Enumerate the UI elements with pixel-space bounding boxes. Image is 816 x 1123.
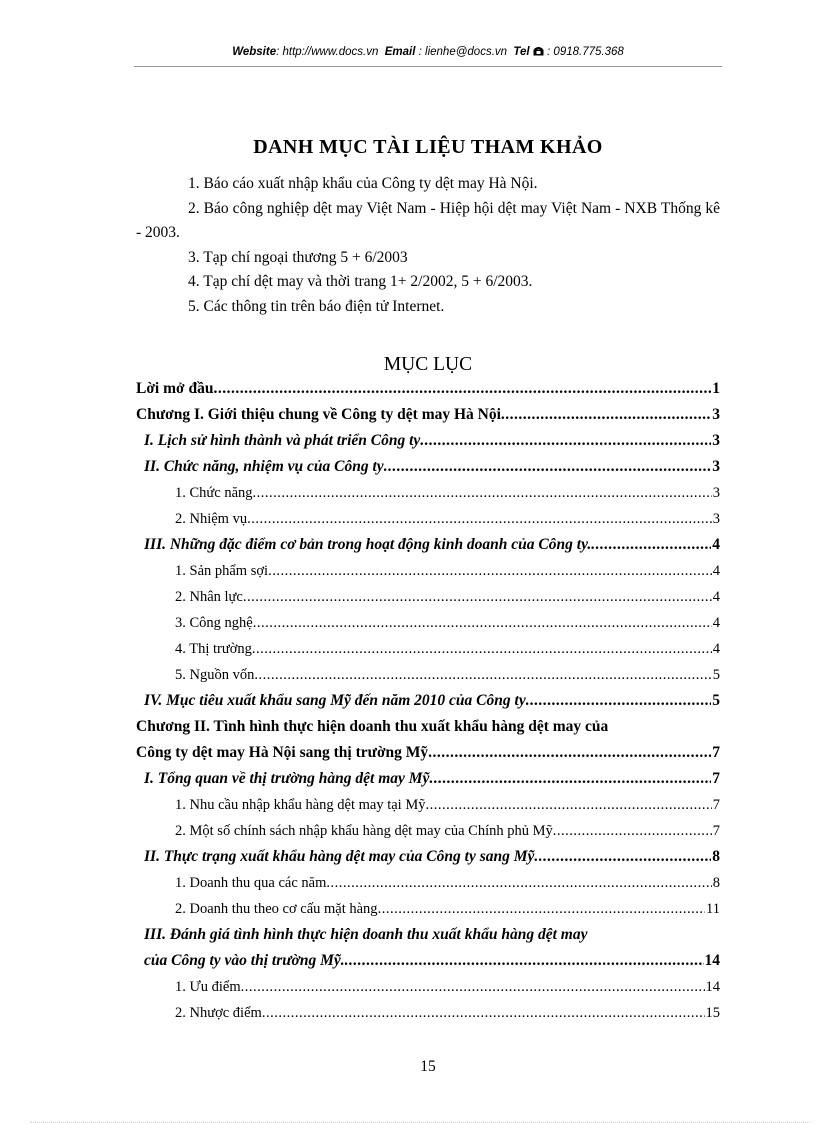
toc-entry — [136, 636, 720, 662]
toc-entry-label: 4. Thị trường — [175, 641, 252, 657]
toc-entry — [136, 766, 720, 792]
toc-entry-label: 2. Doanh thu theo cơ cấu mặt hàng — [175, 901, 378, 917]
toc-entry-page: 8 — [712, 875, 720, 891]
toc-entry-label: I. Lịch sử hình thành và phát triển Công ty — [144, 432, 421, 449]
toc-entry-label: III. Đánh giá tình hình thực hiện doanh thu xuất khẩu hàng dệt may — [144, 926, 588, 943]
toc-entry-label: III. Những đặc điểm cơ bản trong hoạt động kinh doanh của Công ty. — [144, 536, 592, 553]
toc-entry — [136, 1000, 720, 1026]
toc-entry-page: 3 — [712, 511, 720, 527]
toc-entry-page: 7 — [712, 744, 720, 761]
header-divider — [134, 66, 722, 67]
toc-entry-label: Lời mở đầu — [136, 380, 214, 397]
page-number: 15 — [420, 1058, 436, 1075]
toc-entry — [136, 818, 720, 844]
reference-item: 4. Tạp chí dệt may và thời trang 1+ 2/2002, 5 + 6/2003. — [188, 273, 533, 290]
toc-entry — [136, 558, 720, 584]
toc-entry-label: 1. Nhu cầu nhập khẩu hàng dệt may tại Mỹ — [175, 797, 426, 813]
toc-entry-page: 14 — [704, 952, 720, 969]
toc-entry-label: II. Thực trạng xuất khẩu hàng dệt may của Công ty sang Mỹ — [144, 848, 535, 865]
toc-entry-page: 14 — [705, 979, 720, 995]
toc-entry-page: 3 — [712, 458, 720, 475]
toc-entry-label: 1. Doanh thu qua các năm — [175, 875, 327, 891]
reference-item: 3. Tạp chí ngoại thương 5 + 6/2003 — [188, 248, 408, 266]
toc-entry — [136, 714, 720, 740]
toc-entry — [136, 532, 720, 558]
reference-item: 2. Báo công nghiệp dệt may Việt Nam - Hiệp hội dệt may Việt Nam - NXB Thống kê - 2003. — [136, 199, 720, 241]
toc-entry-page: 8 — [712, 848, 720, 865]
toc-entry — [136, 844, 720, 870]
email-value: : lienhe@docs.vn — [418, 46, 508, 58]
toc-entry-page: 3 — [712, 485, 720, 501]
toc-entry-page: 4 — [712, 563, 720, 579]
toc-entry-page: 4 — [712, 536, 720, 553]
toc-entry-label: 2. Một số chính sách nhập khẩu hàng dệt may của Chính phủ Mỹ — [175, 823, 553, 839]
toc-entry — [136, 610, 720, 636]
toc-entry-label: 2. Nhân lực — [175, 589, 243, 605]
toc-entry-label: 3. Công nghệ — [175, 615, 253, 631]
toc-title: MỤC LỤC — [383, 354, 473, 375]
toc-entry-label: 2. Nhược điểm — [175, 1005, 262, 1021]
toc-entry — [136, 584, 720, 610]
toc-entry-label: Công ty dệt may Hà Nội sang thị trường Mỹ — [136, 744, 429, 761]
toc-entry — [136, 870, 720, 896]
toc-entry — [136, 454, 720, 480]
toc-entry-label: 1. Sản phẩm sợi — [175, 563, 269, 579]
toc-entry — [136, 480, 720, 506]
page-header — [134, 46, 722, 58]
toc-entry-page: 4 — [712, 641, 720, 657]
toc-entry-page: 4 — [712, 589, 720, 605]
website-label: Website — [232, 46, 277, 58]
toc-entry — [136, 376, 720, 402]
toc-entry-label: 2. Nhiệm vụ — [175, 511, 248, 527]
toc-entry — [136, 948, 720, 974]
toc-entry — [136, 922, 720, 948]
toc-entry-label: 1. Chức năng — [175, 485, 253, 501]
toc-entry-label: IV. Mục tiêu xuất khẩu sang Mỹ đến năm 2010 của Công ty — [144, 692, 526, 709]
email-label: Email — [384, 46, 416, 58]
toc-entry-page: 1 — [712, 380, 720, 397]
toc-entry-page: 3 — [712, 406, 720, 423]
toc-entry-page: 4 — [712, 615, 720, 631]
toc-entry — [136, 896, 720, 922]
tel-label: Tel — [513, 46, 530, 58]
toc-entry — [136, 974, 720, 1000]
website-value: : http://www.docs.vn — [276, 46, 379, 58]
toc-entry — [136, 506, 720, 532]
tel-value: : 0918.775.368 — [547, 46, 624, 58]
toc-entry-page: 5 — [712, 667, 720, 683]
toc-entry — [136, 402, 720, 428]
toc-entry-page: 7 — [712, 823, 720, 839]
reference-item: 1. Báo cáo xuất nhập khẩu của Công ty dệt may Hà Nội. — [188, 175, 538, 192]
toc-entry-page: 5 — [712, 692, 720, 709]
toc-entry-page: 3 — [712, 432, 720, 449]
toc-entry-label: của Công ty vào thị trường Mỹ. — [144, 952, 345, 969]
references-title: DANH MỤC TÀI LIỆU THAM KHẢO — [253, 136, 603, 158]
toc-entry-label: Chương I. Giới thiệu chung về Công ty dệt may Hà Nội — [136, 406, 501, 423]
toc-entry-label: Chương II. Tình hình thực hiện doanh thu xuất khẩu hàng dệt may của — [136, 718, 609, 735]
toc-entry — [136, 740, 720, 766]
toc-entry-page: 7 — [712, 797, 720, 813]
toc-entry-label: I. Tổng quan về thị trường hàng dệt may Mỹ — [144, 770, 430, 787]
toc-entry — [136, 662, 720, 688]
toc-entry-page: 15 — [705, 1005, 720, 1021]
toc-entry-page: 7 — [712, 770, 720, 787]
table-of-contents — [136, 376, 720, 1026]
toc-entry — [136, 688, 720, 714]
reference-item: 5. Các thông tin trên báo điện tử Internet. — [188, 297, 445, 315]
toc-entry — [136, 792, 720, 818]
toc-entry-label: 5. Nguồn vốn — [175, 667, 255, 683]
toc-entry — [136, 428, 720, 454]
toc-entry-page: 11 — [706, 901, 720, 917]
phone-icon — [533, 46, 544, 58]
references-list — [136, 172, 720, 319]
toc-entry-label: II. Chức năng, nhiệm vụ của Công ty — [144, 458, 384, 475]
toc-entry-label: 1. Ưu điểm — [175, 979, 241, 995]
